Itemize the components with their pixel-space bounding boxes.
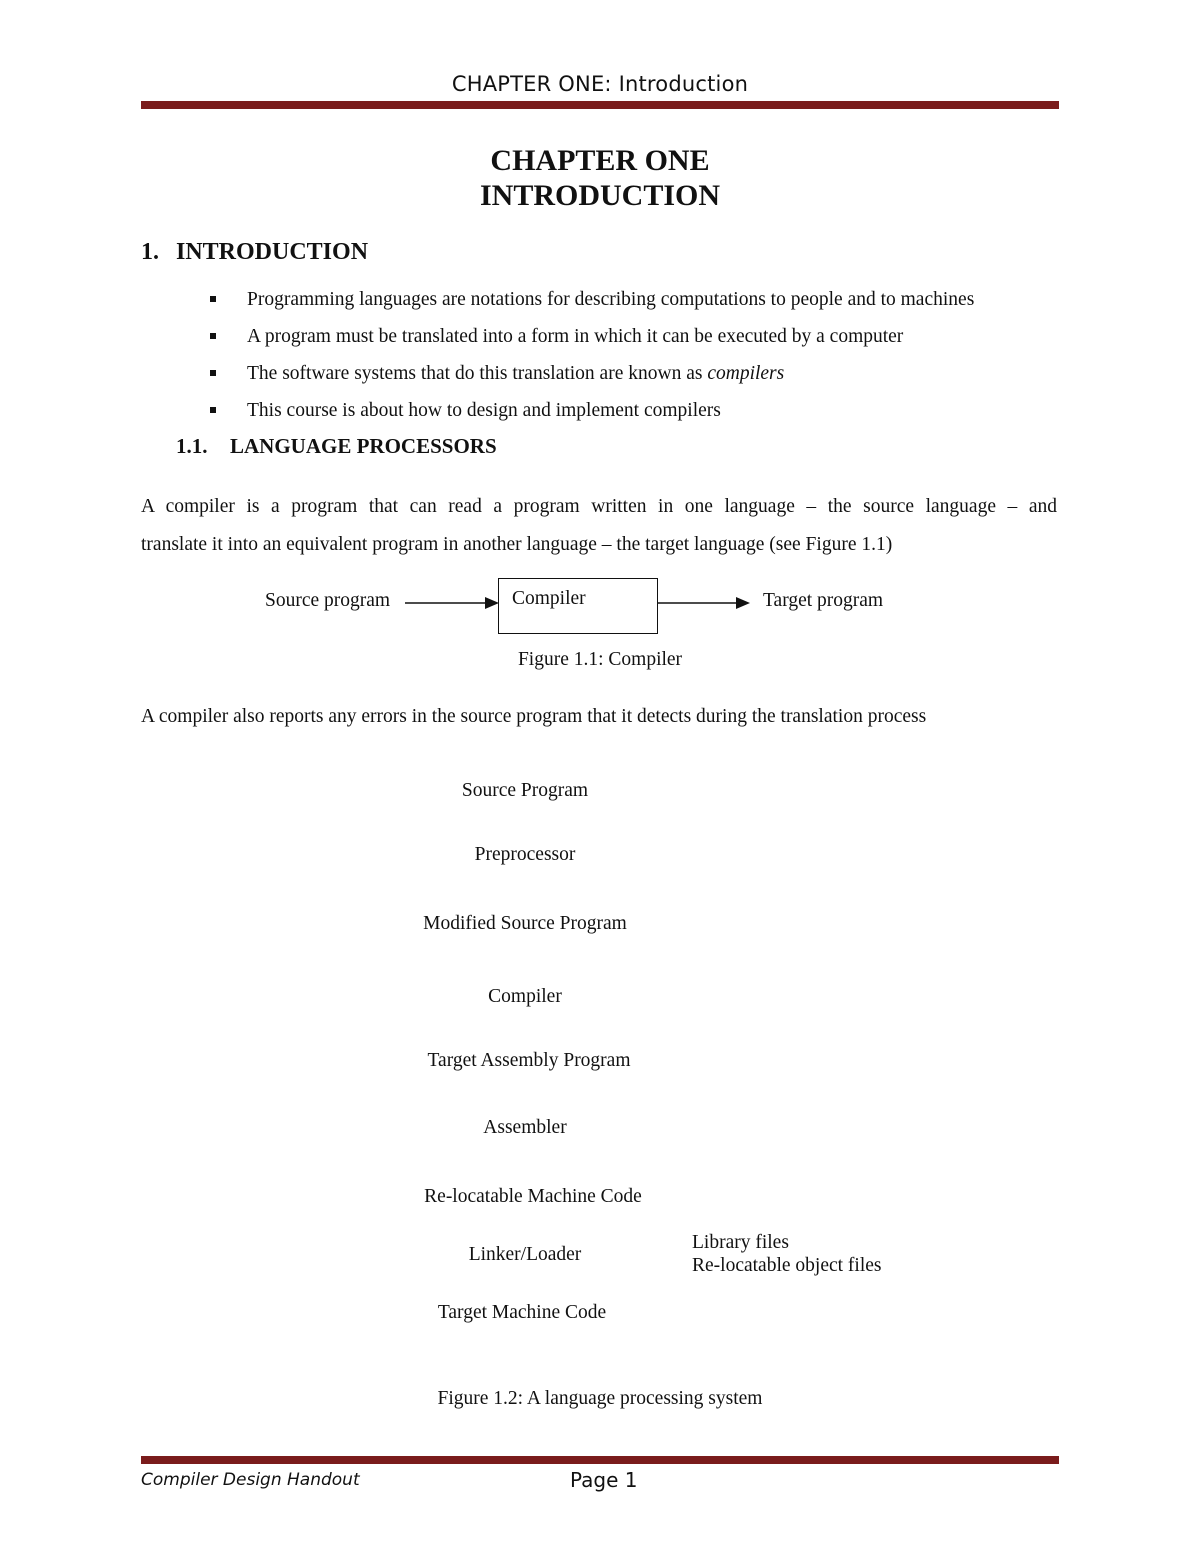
bullet-square-icon (210, 370, 216, 376)
paragraph-line-2: translate it into an equivalent program in another language – the target language (see Figure 1.1) (141, 534, 893, 555)
stage-linker-loader: Linker/Loader (468, 1244, 582, 1265)
header-rule (141, 101, 1059, 109)
list-item (210, 324, 974, 361)
paragraph-errors: A compiler also reports any errors in the source program that it detects during the translation process (141, 706, 927, 727)
subsection-title: LANGUAGE PROCESSORS (230, 434, 497, 458)
page-number: Page 1 (570, 1468, 638, 1492)
list-item (210, 287, 974, 324)
list-item (210, 398, 974, 435)
object-files-label: Re-locatable object files (692, 1255, 882, 1276)
stage-source-program: Source Program (461, 780, 589, 801)
stage-target-machine-code: Target Machine Code (437, 1302, 607, 1323)
section-heading-1-1 (176, 434, 497, 459)
library-files-label: Library files (692, 1232, 789, 1253)
chapter-title-line1: CHAPTER ONE (490, 144, 710, 177)
section-title: INTRODUCTION (176, 239, 369, 265)
bullet-text: The software systems that do this translation are known as (247, 363, 703, 384)
stage-relocatable-code: Re-locatable Machine Code (424, 1186, 642, 1207)
bullet-text: A program must be translated into a form in which it can be executed by a computer (247, 326, 904, 347)
stage-preprocessor: Preprocessor (474, 844, 576, 865)
section-heading-1 (141, 239, 368, 266)
figure-target-label: Target program (763, 590, 884, 611)
bullet-text: This course is about how to design and implement compilers (247, 400, 721, 421)
section-number: 1. (141, 239, 159, 265)
compiler-box (498, 578, 658, 634)
figure-caption-1-1: Figure 1.1: Compiler (517, 649, 683, 670)
side-files (692, 1231, 882, 1277)
stage-modified-source: Modified Source Program (423, 913, 627, 934)
footer-rule (141, 1456, 1059, 1464)
compiler-box-label: Compiler (512, 588, 586, 609)
figure-caption-1-2: Figure 1.2: A language processing system (437, 1388, 763, 1409)
bullet-square-icon (210, 333, 216, 339)
figure-source-label: Source program (265, 590, 391, 611)
intro-bullet-list (210, 287, 974, 435)
running-header: CHAPTER ONE: Introduction (451, 72, 749, 96)
bullet-emphasis: compilers (707, 363, 785, 384)
arrow-right-icon (658, 594, 753, 614)
chapter-title-line2: INTRODUCTION (479, 179, 721, 212)
footer-title: Compiler Design Handout (141, 1470, 360, 1490)
bullet-text: Programming languages are notations for describing computations to people and to machines (247, 289, 975, 310)
subsection-number: 1.1. (176, 434, 208, 458)
arrow-right-icon (405, 594, 500, 614)
stage-target-assembly: Target Assembly Program (427, 1050, 631, 1071)
list-item (210, 361, 974, 398)
stage-compiler: Compiler (488, 986, 562, 1007)
bullet-square-icon (210, 296, 216, 302)
paragraph-line-1: A compiler is a program that can read a program written in one language – the source language – and (141, 496, 1057, 517)
stage-assembler: Assembler (483, 1117, 567, 1138)
bullet-square-icon (210, 407, 216, 413)
